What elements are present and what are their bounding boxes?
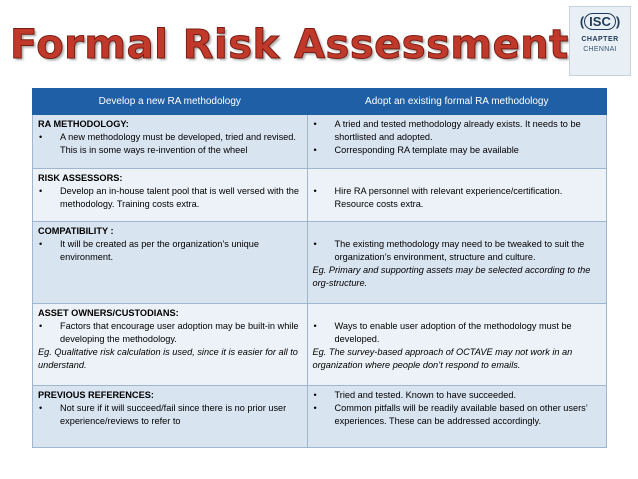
right-cell — [307, 169, 606, 222]
row-heading: PREVIOUS REFERENCES: — [38, 390, 154, 400]
logo-chapter-text: CHAPTER — [581, 36, 619, 43]
bullet-item: • Common pitfalls will be readily available based on other users’ experiences. These can be addressed accordingly. — [313, 402, 601, 428]
left-cell — [33, 304, 308, 386]
bullet-item: • Corresponding RA template may be available — [313, 144, 601, 157]
example-note: Eg. The survey-based approach of OCTAVE may not work in an organization where people don’t respond to emails. — [312, 347, 573, 370]
bullet-item: • Factors that encourage user adoption may be built-in while developing the methodology. — [38, 320, 302, 346]
table-row — [33, 115, 607, 169]
example-note: Eg. Primary and supporting assets may be selected according to the org-structure. — [312, 265, 591, 288]
header-new-methodology: Develop a new RA methodology — [33, 89, 308, 115]
right-cell — [307, 115, 606, 169]
bullet-item: • A tried and tested methodology already exists. It needs to be shortlisted and adopted. — [313, 118, 601, 144]
right-cell — [307, 386, 606, 448]
row-heading: ASSET OWNERS/CUSTODIANS: — [38, 308, 179, 318]
left-cell — [33, 115, 308, 169]
table-row — [33, 169, 607, 222]
bullet-item: • Tried and tested. Known to have succeeded. — [313, 389, 601, 402]
bullet-item: • The existing methodology may need to be tweaked to suit the organization’s environment, structure and culture. — [313, 238, 601, 264]
right-cell — [307, 222, 606, 304]
left-cell — [33, 169, 308, 222]
logo-isc-text: ISC — [584, 13, 616, 30]
row-heading: RISK ASSESSORS: — [38, 173, 123, 183]
page-title: Formal Risk Assessment — [10, 22, 569, 68]
comparison-table — [32, 88, 607, 448]
bullet-item: • Hire RA personnel with relevant experience/certification. Resource costs extra. — [313, 185, 601, 211]
bullet-item: • A new methodology must be developed, tried and revised. This is in some ways re-invention of the wheel — [38, 131, 302, 157]
example-note: Eg. Qualitative risk calculation is used, since it is easier for all to understand. — [38, 347, 298, 370]
row-heading: RA METHODOLOGY: — [38, 119, 129, 129]
bullet-item: • It will be created as per the organization’s unique environment. — [38, 238, 302, 264]
isc2-chennai-logo: ( ISC ) CHAPTER CHENNAI — [569, 6, 631, 76]
table-row — [33, 386, 607, 448]
table-row — [33, 304, 607, 386]
logo-city-text: CHENNAI — [583, 46, 617, 53]
left-cell — [33, 222, 308, 304]
bullet-item: • Develop an in-house talent pool that is well versed with the methodology. Training costs extra. — [38, 185, 302, 211]
header-existing-methodology: Adopt an existing formal RA methodology — [307, 89, 606, 115]
table-header-row — [33, 89, 607, 115]
row-heading: COMPATIBILITY : — [38, 226, 114, 236]
left-cell — [33, 386, 308, 448]
right-cell — [307, 304, 606, 386]
table-row — [33, 222, 607, 304]
bullet-item: • Ways to enable user adoption of the methodology must be developed. — [313, 320, 601, 346]
bullet-item: • Not sure if it will succeed/fail since there is no prior user experience/reviews to refer to — [38, 402, 302, 428]
